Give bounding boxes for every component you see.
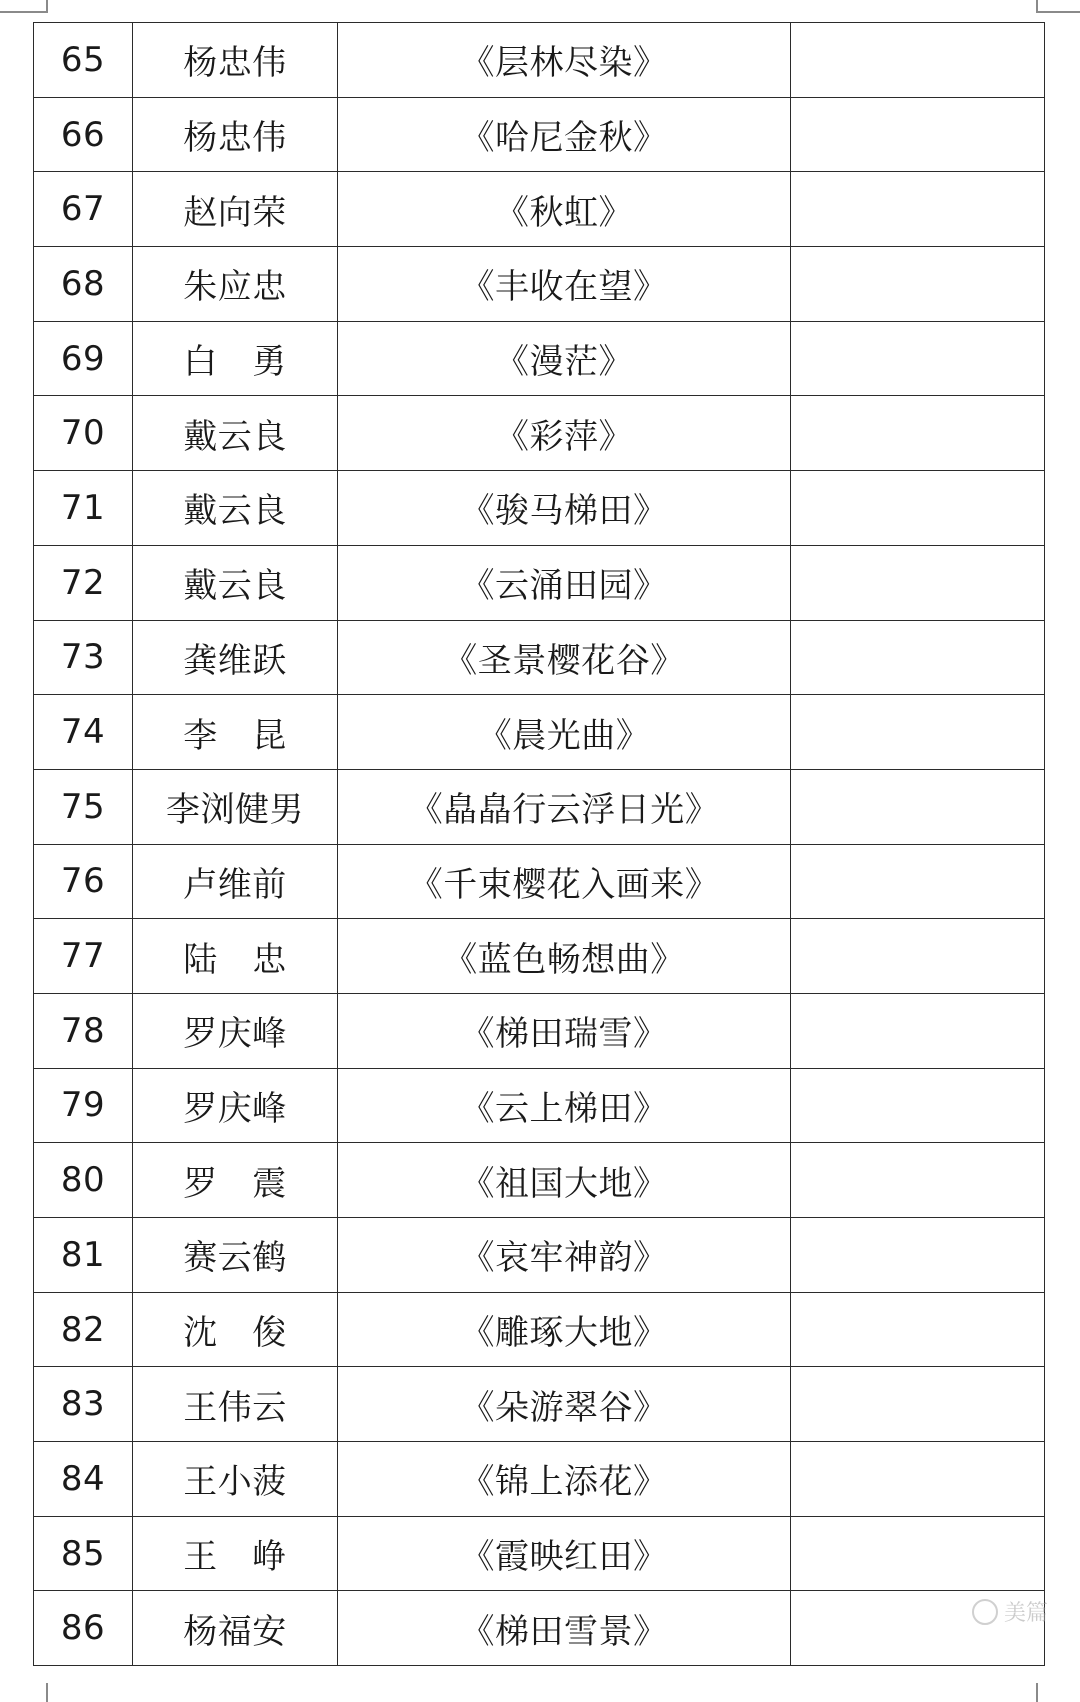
entry-number-cell: 80 (34, 1143, 133, 1218)
author-name-cell: 王小菠 (133, 1442, 338, 1517)
work-title-cell: 《云涌田园》 (338, 545, 791, 620)
table-row (34, 695, 1045, 770)
work-title-cell: 《霞映红田》 (338, 1516, 791, 1591)
author-name-cell: 戴云良 (133, 471, 338, 546)
author-name-cell: 赛云鹤 (133, 1218, 338, 1293)
author-name-cell: 罗 震 (133, 1143, 338, 1218)
table-row (34, 769, 1045, 844)
table-row (34, 321, 1045, 396)
work-title-cell: 《晨光曲》 (338, 695, 791, 770)
work-title-cell: 《朵游翠谷》 (338, 1367, 791, 1442)
entry-number-cell: 78 (34, 993, 133, 1068)
author-name-cell: 王伟云 (133, 1367, 338, 1442)
crop-mark-top-right (1036, 0, 1038, 13)
table-row (34, 919, 1045, 994)
author-name-cell: 罗庆峰 (133, 993, 338, 1068)
remarks-cell (791, 620, 1045, 695)
watermark (972, 1596, 1048, 1627)
table-row (34, 545, 1045, 620)
remarks-cell (791, 172, 1045, 247)
entry-number-cell: 73 (34, 620, 133, 695)
remarks-cell (791, 396, 1045, 471)
entry-number-cell: 69 (34, 321, 133, 396)
table-row (34, 1367, 1045, 1442)
work-title-cell: 《骏马梯田》 (338, 471, 791, 546)
table-row (34, 172, 1045, 247)
work-title-cell: 《秋虹》 (338, 172, 791, 247)
author-name-cell: 赵向荣 (133, 172, 338, 247)
author-name-cell: 戴云良 (133, 545, 338, 620)
remarks-cell (791, 1442, 1045, 1517)
work-title-cell: 《皛皛行云浮日光》 (338, 769, 791, 844)
remarks-cell (791, 545, 1045, 620)
table-row (34, 1516, 1045, 1591)
meipian-logo-icon (972, 1599, 998, 1625)
work-title-cell: 《层林尽染》 (338, 23, 791, 98)
entry-number-cell: 66 (34, 97, 133, 172)
remarks-cell (791, 695, 1045, 770)
crop-mark-top-left (0, 11, 46, 13)
table-row (34, 993, 1045, 1068)
table-row (34, 247, 1045, 322)
table-row (34, 1068, 1045, 1143)
remarks-cell (791, 769, 1045, 844)
entry-number-cell: 81 (34, 1218, 133, 1293)
crop-mark-top-right (1036, 11, 1080, 13)
work-title-cell: 《锦上添花》 (338, 1442, 791, 1517)
entry-number-cell: 79 (34, 1068, 133, 1143)
author-name-cell: 王 峥 (133, 1516, 338, 1591)
author-name-cell: 陆 忠 (133, 919, 338, 994)
crop-mark-bottom-right (1036, 1683, 1038, 1702)
remarks-cell (791, 471, 1045, 546)
author-name-cell: 杨忠伟 (133, 23, 338, 98)
remarks-cell (791, 993, 1045, 1068)
remarks-cell (791, 23, 1045, 98)
table-row (34, 396, 1045, 471)
entry-number-cell: 72 (34, 545, 133, 620)
table-row (34, 1442, 1045, 1517)
entry-number-cell: 65 (34, 23, 133, 98)
author-name-cell: 戴云良 (133, 396, 338, 471)
remarks-cell (791, 1292, 1045, 1367)
author-name-cell: 罗庆峰 (133, 1068, 338, 1143)
entries-table (33, 22, 1045, 1666)
author-name-cell: 杨福安 (133, 1591, 338, 1666)
remarks-cell (791, 1218, 1045, 1293)
entry-number-cell: 74 (34, 695, 133, 770)
entry-number-cell: 77 (34, 919, 133, 994)
work-title-cell: 《丰收在望》 (338, 247, 791, 322)
entry-number-cell: 76 (34, 844, 133, 919)
work-title-cell: 《雕琢大地》 (338, 1292, 791, 1367)
work-title-cell: 《哈尼金秋》 (338, 97, 791, 172)
remarks-cell (791, 247, 1045, 322)
remarks-cell (791, 1367, 1045, 1442)
work-title-cell: 《彩萍》 (338, 396, 791, 471)
table-row (34, 1143, 1045, 1218)
work-title-cell: 《梯田瑞雪》 (338, 993, 791, 1068)
table-row (34, 97, 1045, 172)
entry-number-cell: 82 (34, 1292, 133, 1367)
work-title-cell: 《蓝色畅想曲》 (338, 919, 791, 994)
remarks-cell (791, 919, 1045, 994)
entry-number-cell: 68 (34, 247, 133, 322)
work-title-cell: 《哀牢神韵》 (338, 1218, 791, 1293)
entry-number-cell: 75 (34, 769, 133, 844)
author-name-cell: 李 昆 (133, 695, 338, 770)
crop-mark-top-left (46, 0, 48, 13)
remarks-cell (791, 844, 1045, 919)
work-title-cell: 《千束樱花入画来》 (338, 844, 791, 919)
remarks-cell (791, 1516, 1045, 1591)
remarks-cell (791, 1068, 1045, 1143)
table-row (34, 620, 1045, 695)
work-title-cell: 《漫茫》 (338, 321, 791, 396)
author-name-cell: 沈 俊 (133, 1292, 338, 1367)
table-row (34, 1218, 1045, 1293)
work-title-cell: 《圣景樱花谷》 (338, 620, 791, 695)
table-row (34, 1591, 1045, 1666)
entries-table-body (34, 23, 1045, 1666)
entry-number-cell: 83 (34, 1367, 133, 1442)
entry-number-cell: 67 (34, 172, 133, 247)
work-title-cell: 《祖国大地》 (338, 1143, 791, 1218)
author-name-cell: 朱应忠 (133, 247, 338, 322)
author-name-cell: 白 勇 (133, 321, 338, 396)
author-name-cell: 杨忠伟 (133, 97, 338, 172)
entry-number-cell: 86 (34, 1591, 133, 1666)
watermark-text: 美篇 (1004, 1601, 1049, 1626)
work-title-cell: 《云上梯田》 (338, 1068, 791, 1143)
entry-number-cell: 84 (34, 1442, 133, 1517)
table-row (34, 844, 1045, 919)
entry-number-cell: 71 (34, 471, 133, 546)
table-row (34, 1292, 1045, 1367)
table-row (34, 23, 1045, 98)
remarks-cell (791, 321, 1045, 396)
crop-mark-bottom-left (46, 1683, 48, 1702)
remarks-cell (791, 1143, 1045, 1218)
entry-number-cell: 85 (34, 1516, 133, 1591)
author-name-cell: 龚维跃 (133, 620, 338, 695)
table-row (34, 471, 1045, 546)
remarks-cell (791, 97, 1045, 172)
work-title-cell: 《梯田雪景》 (338, 1591, 791, 1666)
entry-number-cell: 70 (34, 396, 133, 471)
author-name-cell: 卢维前 (133, 844, 338, 919)
author-name-cell: 李浏健男 (133, 769, 338, 844)
